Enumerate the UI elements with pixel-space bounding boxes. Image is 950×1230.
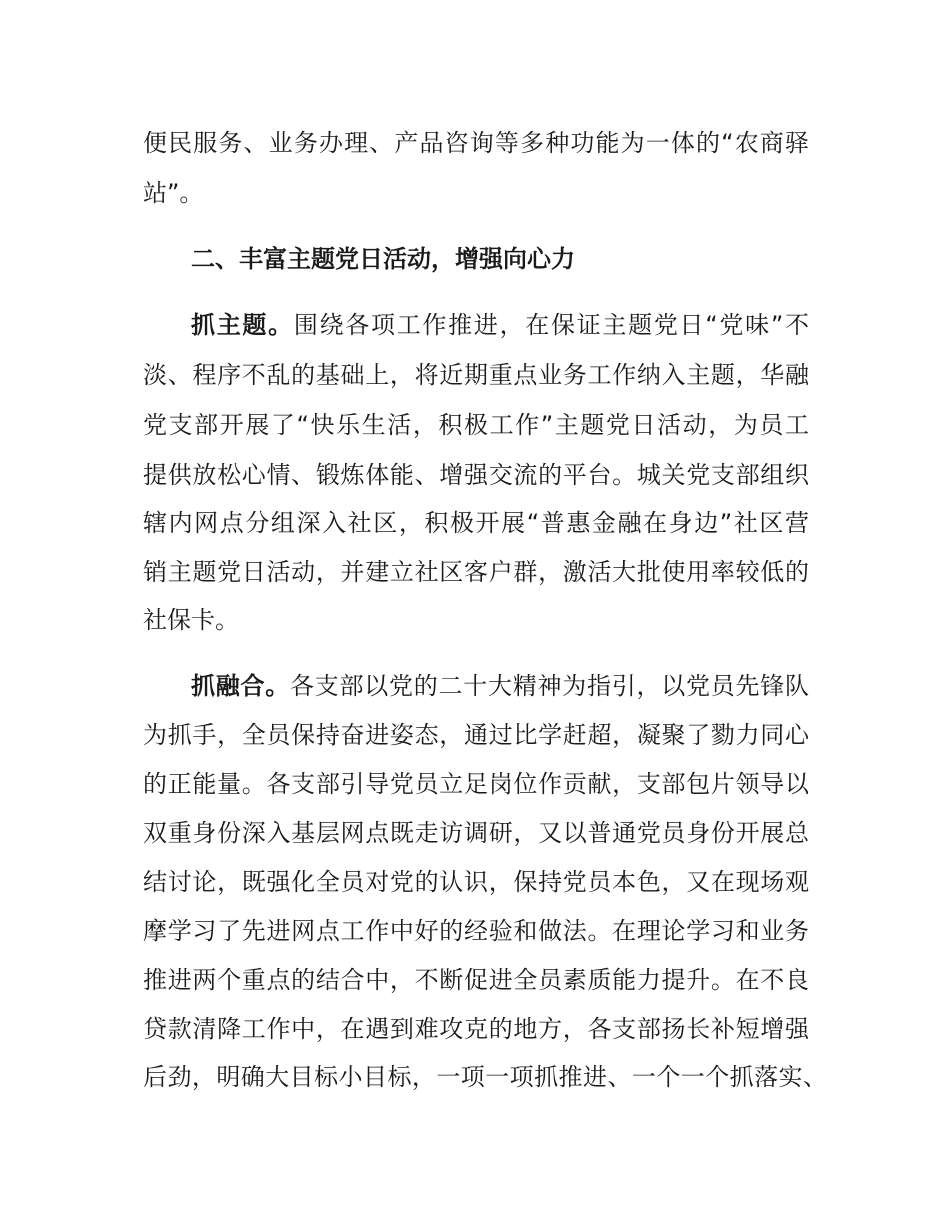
paragraph-3-line-3: 的正能量。各支部引导党员立足岗位作贡献，支部包片领导以 bbox=[143, 770, 809, 798]
paragraph-3-line-7: 推进两个重点的结合中，不断促进全员素质能力提升。在不良 bbox=[143, 966, 809, 994]
paragraph-2-line-7: 社保卡。 bbox=[143, 606, 239, 634]
paragraph-3-line-5: 结讨论，既强化全员对党的认识，保持党员本色，又在现场观 bbox=[143, 868, 809, 896]
paragraph-3-line-6: 摩学习了先进网点工作中好的经验和做法。在理论学习和业务 bbox=[143, 917, 809, 945]
paragraph-2-line-3: 党支部开展了“快乐生活，积极工作”主题党日活动，为员工 bbox=[143, 411, 809, 439]
paragraph-1-line-2: 站”。 bbox=[143, 179, 204, 207]
section-heading: 二、丰富主题党日活动，增强向心力 bbox=[191, 245, 575, 273]
paragraph-2-line-6: 销主题党日活动，并建立社区客户群，激活大批使用率较低的 bbox=[143, 558, 809, 586]
paragraph-2-line-4: 提供放松心情、锻炼体能、增强交流的平台。城关党支部组织 bbox=[143, 461, 809, 489]
paragraph-3-line-1-text: 各支部以党的二十大精神为指引，以党员先锋队 bbox=[290, 672, 809, 700]
paragraph-3-line-8: 贷款清降工作中，在遇到难攻克的地方，各支部扬长补短增强 bbox=[143, 1015, 809, 1043]
paragraph-2-lead: 抓主题。 bbox=[191, 311, 294, 339]
paragraph-2-line-1-text: 围绕各项工作推进，在保证主题党日“党味”不 bbox=[293, 311, 809, 339]
paragraph-3-line-2: 为抓手，全员保持奋进姿态，通过比学赶超，凝聚了勠力同心 bbox=[143, 721, 809, 749]
paragraph-3-line-1 bbox=[191, 670, 809, 702]
paragraph-2-line-5: 辖内网点分组深入社区，积极开展“普惠金融在身边”社区营 bbox=[143, 509, 809, 537]
paragraph-2-line-1 bbox=[191, 309, 809, 341]
paragraph-3-line-9: 后劲，明确大目标小目标，一项一项抓推进、一个一个抓落实、 bbox=[143, 1063, 827, 1091]
paragraph-2-line-2: 淡、程序不乱的基础上，将近期重点业务工作纳入主题，华融 bbox=[143, 361, 809, 389]
paragraph-3-line-4: 双重身份深入基层网点既走访调研，又以普通党员身份开展总 bbox=[143, 819, 809, 847]
paragraph-1-line-1: 便民服务、业务办理、产品咨询等多种功能为一体的“农商驿 bbox=[143, 129, 809, 157]
paragraph-3-lead: 抓融合。 bbox=[191, 672, 290, 700]
